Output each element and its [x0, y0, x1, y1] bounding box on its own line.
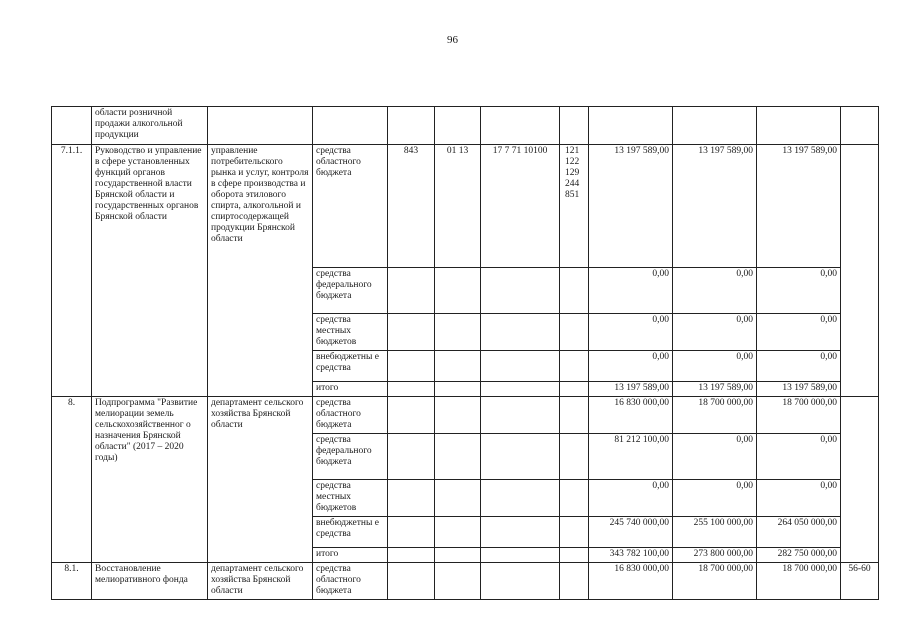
table-row [52, 145, 879, 268]
amount-2020: 13 197 589,00 [757, 382, 841, 397]
vr-codes [560, 145, 589, 268]
funding-source: средства местных бюджетов [313, 314, 388, 351]
amount-2020: 18 700 000,00 [757, 397, 841, 434]
amount-2018: 245 740 000,00 [589, 517, 673, 548]
amount-2018: 13 197 589,00 [589, 382, 673, 397]
funding-source: итого [313, 382, 388, 397]
amount-2019: 0,00 [673, 480, 757, 517]
amount-2020: 0,00 [757, 434, 841, 480]
page-number: 96 [447, 34, 458, 46]
row-number: 8. [52, 397, 92, 563]
amount-2018: 16 830 000,00 [589, 397, 673, 434]
budget-table [51, 106, 879, 600]
activity-name: Восстановление мелиоративного фонда [92, 563, 208, 600]
funding-source: средства федерального бюджета [313, 434, 388, 480]
amount-2019: 13 197 589,00 [673, 145, 757, 268]
indicator-value: 56-60 [841, 563, 879, 600]
funding-source: средства местных бюджетов [313, 480, 388, 517]
amount-2019: 273 800 000,00 [673, 548, 757, 563]
indicator-cell [841, 397, 879, 563]
funding-source: средства областного бюджета [313, 145, 388, 268]
row-number: 7.1.1. [52, 145, 92, 397]
amount-2020: 282 750 000,00 [757, 548, 841, 563]
table-row [52, 563, 879, 600]
amount-2019: 18 700 000,00 [673, 397, 757, 434]
vr-code: 122 [565, 157, 580, 167]
amount-2018: 13 197 589,00 [589, 145, 673, 268]
funding-source: внебюджетны е средства [313, 351, 388, 382]
funding-source: итого [313, 548, 388, 563]
amount-2018: 81 212 100,00 [589, 434, 673, 480]
csr-code: 17 7 71 10100 [481, 145, 560, 268]
amount-2020: 0,00 [757, 351, 841, 382]
row-number [52, 107, 92, 145]
amount-2018: 16 830 000,00 [589, 563, 673, 600]
executor: департамент сельского хозяйства Брянской области [208, 563, 313, 600]
activity-name: области розничной продажи алкогольной продукции [92, 107, 208, 145]
indicator-cell [841, 145, 879, 397]
amount-2019: 13 197 589,00 [673, 382, 757, 397]
amount-2018: 343 782 100,00 [589, 548, 673, 563]
activity-name: Подпрограмма "Развитие мелиорации земель сельскохозяйственног о назначения Брянской области" (2017 – 2020 годы) [92, 397, 208, 563]
amount-2020: 18 700 000,00 [757, 563, 841, 600]
funding-source: средства областного бюджета [313, 563, 388, 600]
amount-2018: 0,00 [589, 351, 673, 382]
vr-code: 129 [565, 168, 580, 178]
row-number: 8.1. [52, 563, 92, 600]
funding-source: средства федерального бюджета [313, 268, 388, 314]
executor: управление потребительского рынка и услуг, контроля в сфере производства и оборота этилового спирта, алкогольной и спиртосодержащей продукции Брянской области [208, 145, 313, 397]
table-row [52, 397, 879, 434]
amount-2018: 0,00 [589, 314, 673, 351]
amount-2019: 0,00 [673, 434, 757, 480]
activity-name: Руководство и управление в сфере установленных функций органов государственной власти Брянской области и государственных органов Брянской области [92, 145, 208, 397]
amount-2020: 0,00 [757, 314, 841, 351]
funding-source: внебюджетны е средства [313, 517, 388, 548]
amount-2020: 264 050 000,00 [757, 517, 841, 548]
amount-2019: 0,00 [673, 268, 757, 314]
executor: департамент сельского хозяйства Брянской области [208, 397, 313, 563]
vr-code: 851 [565, 190, 580, 200]
vr-code: 244 [565, 179, 580, 189]
amount-2019: 255 100 000,00 [673, 517, 757, 548]
amount-2020: 13 197 589,00 [757, 145, 841, 268]
amount-2019: 0,00 [673, 314, 757, 351]
rzpr-code: 01 13 [435, 145, 481, 268]
amount-2018: 0,00 [589, 268, 673, 314]
amount-2019: 18 700 000,00 [673, 563, 757, 600]
amount-2019: 0,00 [673, 351, 757, 382]
funding-source: средства областного бюджета [313, 397, 388, 434]
amount-2020: 0,00 [757, 268, 841, 314]
gr-code: 843 [388, 145, 435, 268]
amount-2018: 0,00 [589, 480, 673, 517]
vr-code: 121 [565, 146, 580, 156]
amount-2020: 0,00 [757, 480, 841, 517]
table-row [52, 107, 879, 145]
